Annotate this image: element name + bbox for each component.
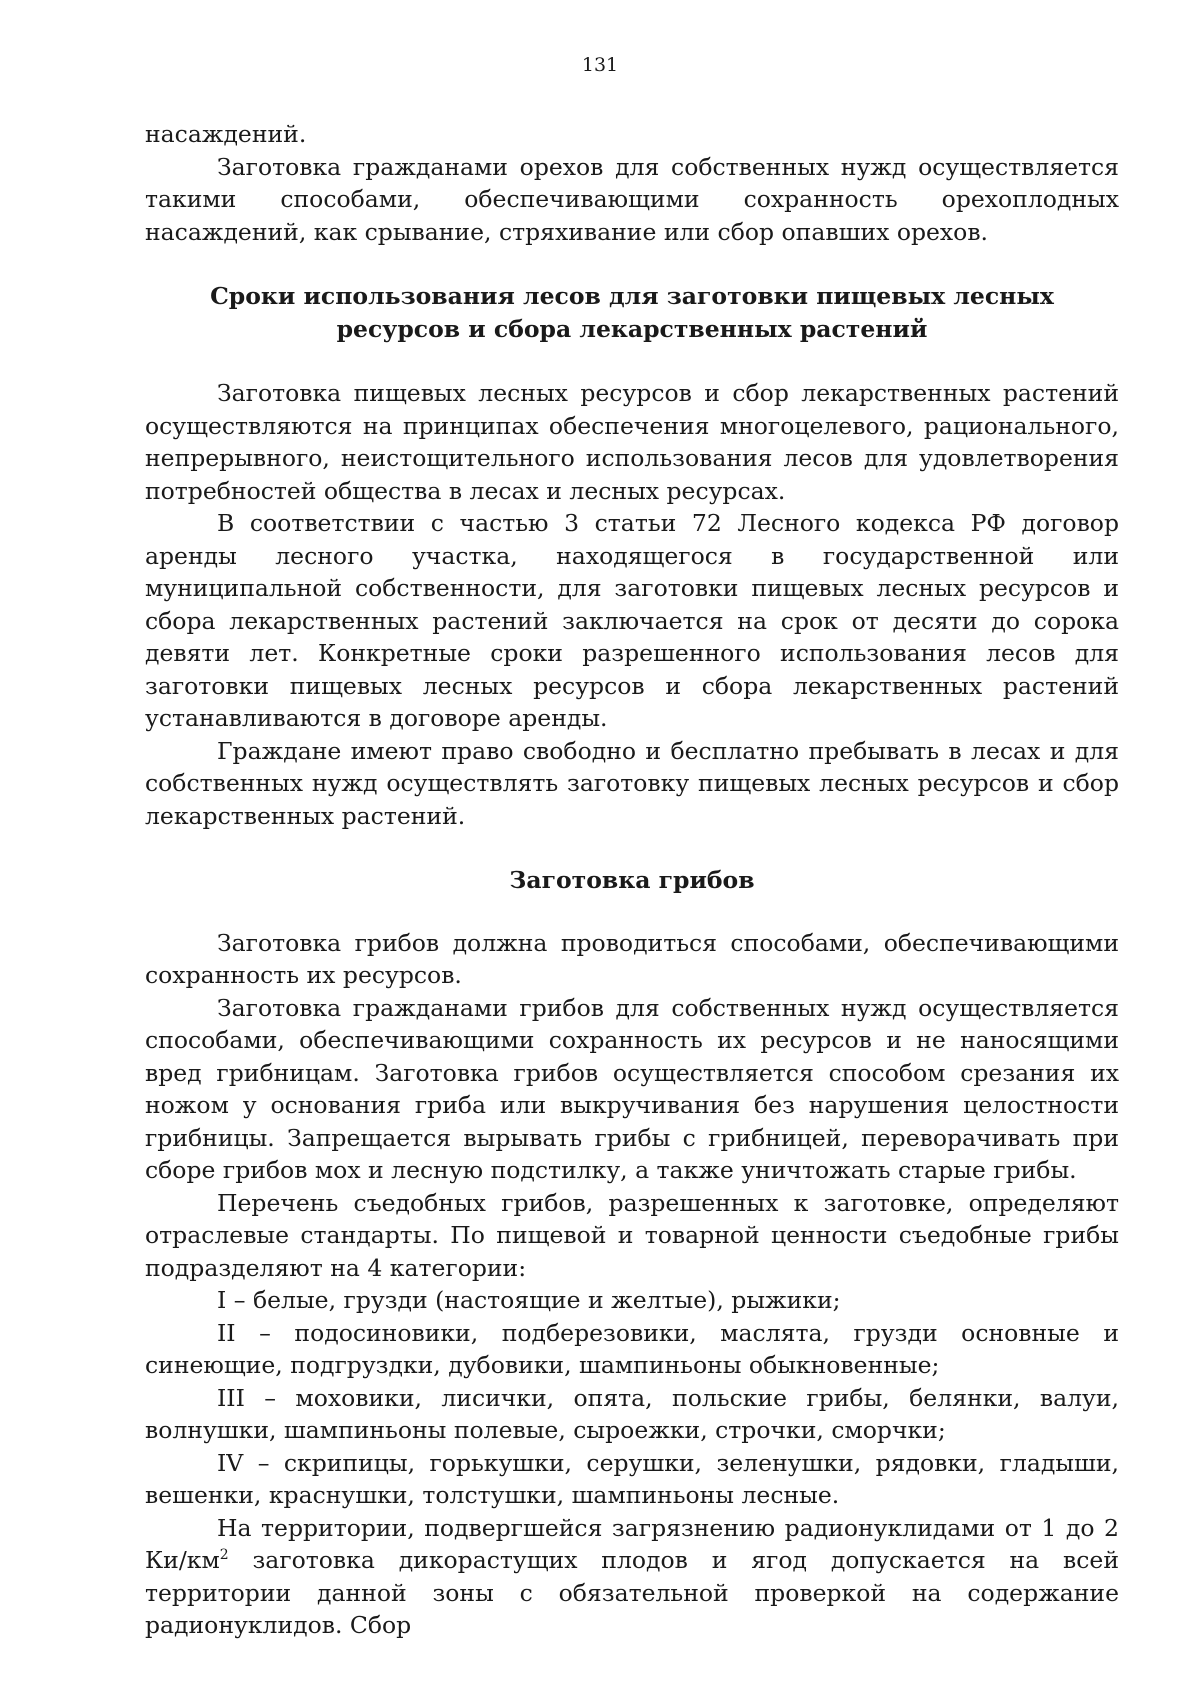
list-item-category-1: I – белые, грузди (настоящие и желтые), рыжики; xyxy=(217,1286,841,1314)
paragraph-category-intro: Перечень съедобных грибов, разрешенных к заготовке, определяют отраслевые стандарты. По пищевой и товарной ценности съедобные грибы подразделяют на 4 категории: xyxy=(145,1188,1119,1282)
list-item-category-3: III – моховики, лисички, опята, польские грибы, белянки, валуи, волнушки, шампиньоны полевые, сыроежки, строчки, сморчки; xyxy=(145,1383,1119,1444)
list-item-category-2: II – подосиновики, подберезовики, маслята, грузди основные и синеющие, подгруздки, дубовики, шампиньоны обыкновенные; xyxy=(145,1318,1119,1379)
radionuclides-text-end: заготовка дикорастущих плодов и ягод допускается на всей территории данной зоны с обязательной проверкой на содержание радионуклидов. Сбор xyxy=(145,1546,1119,1639)
paragraph-continuation: насаждений. xyxy=(145,120,307,148)
paragraph-radionuclides xyxy=(145,1512,1119,1642)
page-content xyxy=(145,118,1119,1642)
radionuclides-text-start: На территории, подвергшейся загрязнению радионуклидами от 1 до 2 Ки/км xyxy=(145,1513,1119,1574)
paragraph-mushroom-citizens: Заготовка гражданами грибов для собственных нужд осуществляется способами, обеспечивающими сохранность их ресурсов и не наносящими вред грибницам. Заготовка грибов осуществляется способом срезания их ножом у основания гриба или выкручивания без нарушения целостности грибницы. Запрещается вырывать грибы с грибницей, переворачивать при сборе грибов мох и лесную подстилку, а также уничтожать старые грибы. xyxy=(145,993,1119,1184)
page-number: 131 xyxy=(581,54,619,76)
paragraph-citizens-rights: Граждане имеют право свободно и бесплатно пребывать в лесах и для собственных нужд осуществлять заготовку пищевых лесных ресурсов и сбор лекарственных растений. xyxy=(145,736,1119,830)
paragraph-lease-terms: В соответствии с частью 3 статьи 72 Лесного кодекса РФ договор аренды лесного участка, находящегося в государственной или муниципальной собственности, для заготовки пищевых лесных ресурсов и сбора лекарственных растений заключается на срок от десяти до сорока девяти лет. Конкретные сроки разрешенного использования лесов для заготовки пищевых лесных ресурсов и сбора лекарственных растений устанавливаются в договоре аренды. xyxy=(145,509,1119,732)
superscript-exponent: 2 xyxy=(219,1547,229,1564)
paragraph-nuts-harvesting: Заготовка гражданами орехов для собственных нужд осуществляется такими способами, обеспечивающими сохранность орехоплодных насаждений, как срывание, стряхивание или сбор опавших орехов. xyxy=(145,152,1119,246)
list-item-category-4: IV – скрипицы, горькушки, серушки, зеленушки, рядовки, гладыши, вешенки, краснушки, толстушки, шампиньоны лесные. xyxy=(145,1448,1119,1509)
section-heading-mushrooms: Заготовка грибов xyxy=(509,866,755,894)
paragraph-mushroom-methods: Заготовка грибов должна проводиться способами, обеспечивающими сохранность их ресурсов. xyxy=(145,928,1119,989)
section-heading-terms: Сроки использования лесов для заготовки пищевых лесных ресурсов и сбора лекарственных растений xyxy=(210,282,1054,343)
paragraph-principles: Заготовка пищевых лесных ресурсов и сбор лекарственных растений осуществляются на принципах обеспечения многоцелевого, рационального, непрерывного, неистощительного использования лесов для удовлетворения потребностей общества в лесах и лесных ресурсах. xyxy=(145,379,1119,505)
